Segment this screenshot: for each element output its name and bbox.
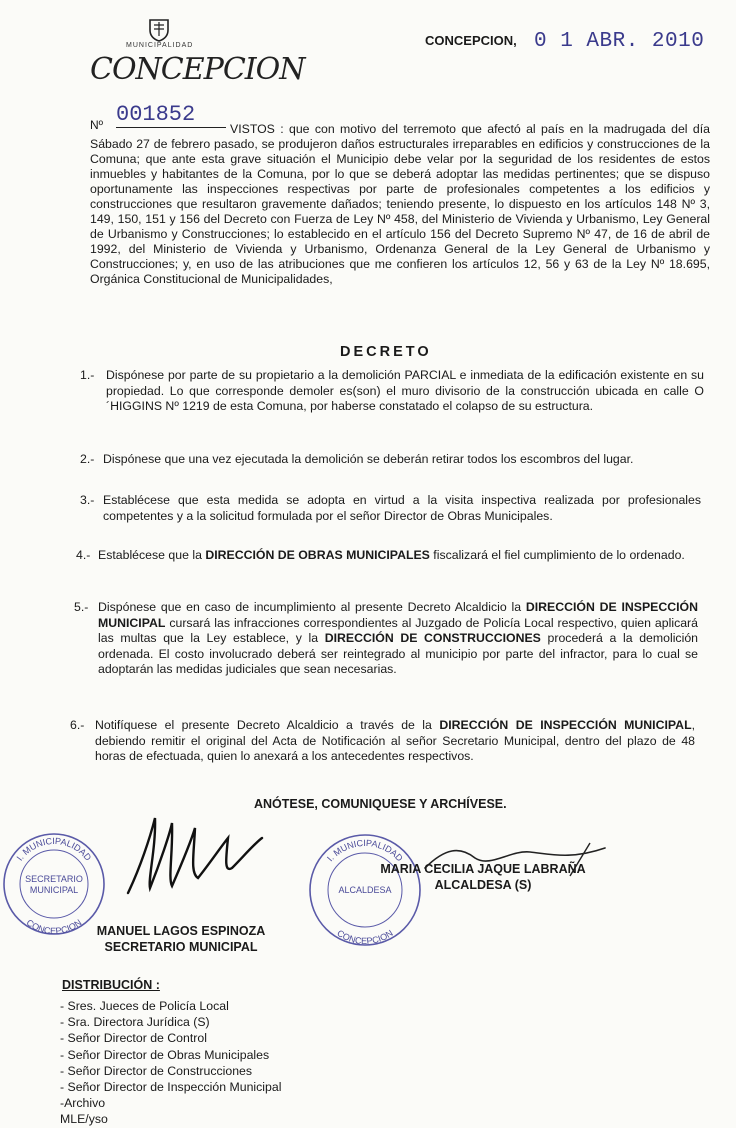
item-number: 2.- <box>80 452 95 466</box>
item-number: 4.- <box>76 548 91 562</box>
seal-bottom-text: CONCEPCION <box>335 927 395 947</box>
seal-top-text: I. MUNICIPALIDAD <box>324 837 405 864</box>
item-number: 6.- <box>70 718 85 732</box>
decree-item: Notifíquese el presente Decreto Alcaldicio a través de la DIRECCIÓN DE INSPECCIÓN MUNICIPAL, debiendo remitir el original del Acta de Notificación al señor Secretario Municipal, dentro del plazo de 48 horas de efectuada, quien lo anexará a los antecedentes respectivos. <box>95 718 695 763</box>
municipal-logo <box>88 18 305 98</box>
svg-text:I. MUNICIPALIDAD <box>15 836 94 863</box>
decree-number: 001852 <box>116 102 226 128</box>
list-item: -Archivo <box>60 1096 106 1111</box>
list-item: - Sra. Directora Jurídica (S) <box>60 1015 210 1030</box>
list-item: MLE/yso <box>60 1112 108 1127</box>
svg-text:CONCEPCION <box>335 928 394 946</box>
seal-middle-text: ALCALDESA <box>338 885 392 895</box>
seal-middle-text: MUNICIPAL <box>29 885 79 895</box>
signer-title: SECRETARIO MUNICIPAL <box>104 940 258 954</box>
list-item: - Señor Director de Control <box>60 1031 207 1046</box>
signer-name: MARIA CECILIA JAQUE LABRAÑA <box>380 862 586 876</box>
date-stamp: 0 1 ABR. 2010 <box>534 30 705 53</box>
signer-name: MANUEL LAGOS ESPINOZA <box>96 924 266 938</box>
item-number: 1.- <box>80 368 95 382</box>
seal-middle-text: SECRETARIO <box>25 874 83 884</box>
signer-title: ALCALDESA (S) <box>434 878 532 892</box>
coat-of-arms-icon <box>148 18 170 42</box>
svg-text:CONCEPCION <box>25 917 84 936</box>
decree-item: Dispónese por parte de su propietario a la demolición PARCIAL e inmediata de la edificación existente en su propiedad. Lo que corresponde demoler es(son) el muro divisorio de la construcción ubicada en calle O´HIGGINS Nº 1219 de esta Comuna, por haberse constatado el colapso de su estructura. <box>106 368 704 413</box>
signer-left <box>86 923 276 955</box>
decree-item: Dispónese que en caso de incumplimiento al presente Decreto Alcaldicio la DIRECCIÓN DE INSPECCIÓN MUNICIPAL cursará las infracciones correspondientes al Juzgado de Policía Local respectivo, quien aplicará las multas que la Ley establece, y la DIRECCIÓN DE CONSTRUCCIONES procederá a la demolición ordenada. El costo involucrado deberá ser reintegrado al municipio por parte del infractor, para lo cual se adoptarán las medidas judiciales que sean necesarias. <box>98 600 698 676</box>
logo-subtitle: MUNICIPALIDAD <box>126 42 194 49</box>
decree-item: Establécese que esta medida se adopta en virtud a la visita inspectiva realizada por profesionales competentes y a la solicitud formulada por el señor Director de Obras Municipales. <box>103 493 701 523</box>
list-item: - Señor Director de Obras Municipales <box>60 1047 270 1062</box>
list-item: - Señor Director de Construcciones <box>60 1063 253 1078</box>
decree-item: Dispónese que una vez ejecutada la demolición se deberán retirar todos los escombros del lugar. <box>103 452 634 466</box>
logo-wordmark: CONCEPCION <box>90 52 305 87</box>
decree-item: Establécese que la DIRECCIÓN DE OBRAS MUNICIPALES fiscalizará el fiel cumplimiento de lo ordenado. <box>98 548 685 562</box>
secretary-signature <box>120 808 270 903</box>
distribution-heading: DISTRIBUCIÓN : <box>62 978 160 992</box>
seal-bottom-text: CONCEPCION <box>24 917 84 937</box>
city-label: CONCEPCION, <box>425 33 517 48</box>
signer-right <box>358 861 608 893</box>
item-number: 5.- <box>74 600 89 614</box>
secretary-seal-stamp <box>0 830 108 938</box>
distribution-list <box>60 998 281 1128</box>
item-number: 3.- <box>80 493 95 507</box>
seal-top-text: I. MUNICIPALIDAD <box>14 835 94 863</box>
list-item: - Señor Director de Inspección Municipal <box>60 1080 282 1095</box>
list-item: - Sres. Jueces de Policía Local <box>60 999 229 1013</box>
decreto-heading: DECRETO <box>340 344 432 360</box>
vistos-paragraph: VISTOS : que con motivo del terremoto que afectó al país en la madrugada del día Sábado 27 de febrero pasado, se produjeron daños estructurales irreparables en edificios y construcciones de la Comuna; que ante esta grave situación el Municipio debe velar por la seguridad de los residentes de estos inmuebles y habitantes de la Comuna, por lo que se deberá adoptar las medidas pertinentes; que se dispuso oportunamente las inspecciones respectivas por parte de profesionales competentes a los edificios y construcciones que resultaron gravemente dañados; teniendo presente, lo dispuesto en los artículos 148 Nº 3, 149, 150, 151 y 156 del Decreto con Fuerza de Ley Nº 458, del Ministerio de Vivienda y Urbanismo, Ley General de Urbanismo y Construcciones; lo establecido en el artículo 156 del Decreto Supremo Nº 47, de 16 de abril de 1992, del Ministerio de Vivienda y Urbanismo, Ordenanza General de la Ley General de Urbanismo y Construcciones; y, en uso de las atribuciones que me confieren los artículos 12, 56 y 63 de la Ley Nº 18.695, Orgánica Constitucional de Municipalidades, <box>90 122 710 286</box>
closing-statement: ANÓTESE, COMUNIQUESE Y ARCHÍVESE. <box>254 797 507 811</box>
decree-number-label: Nº <box>90 118 104 132</box>
